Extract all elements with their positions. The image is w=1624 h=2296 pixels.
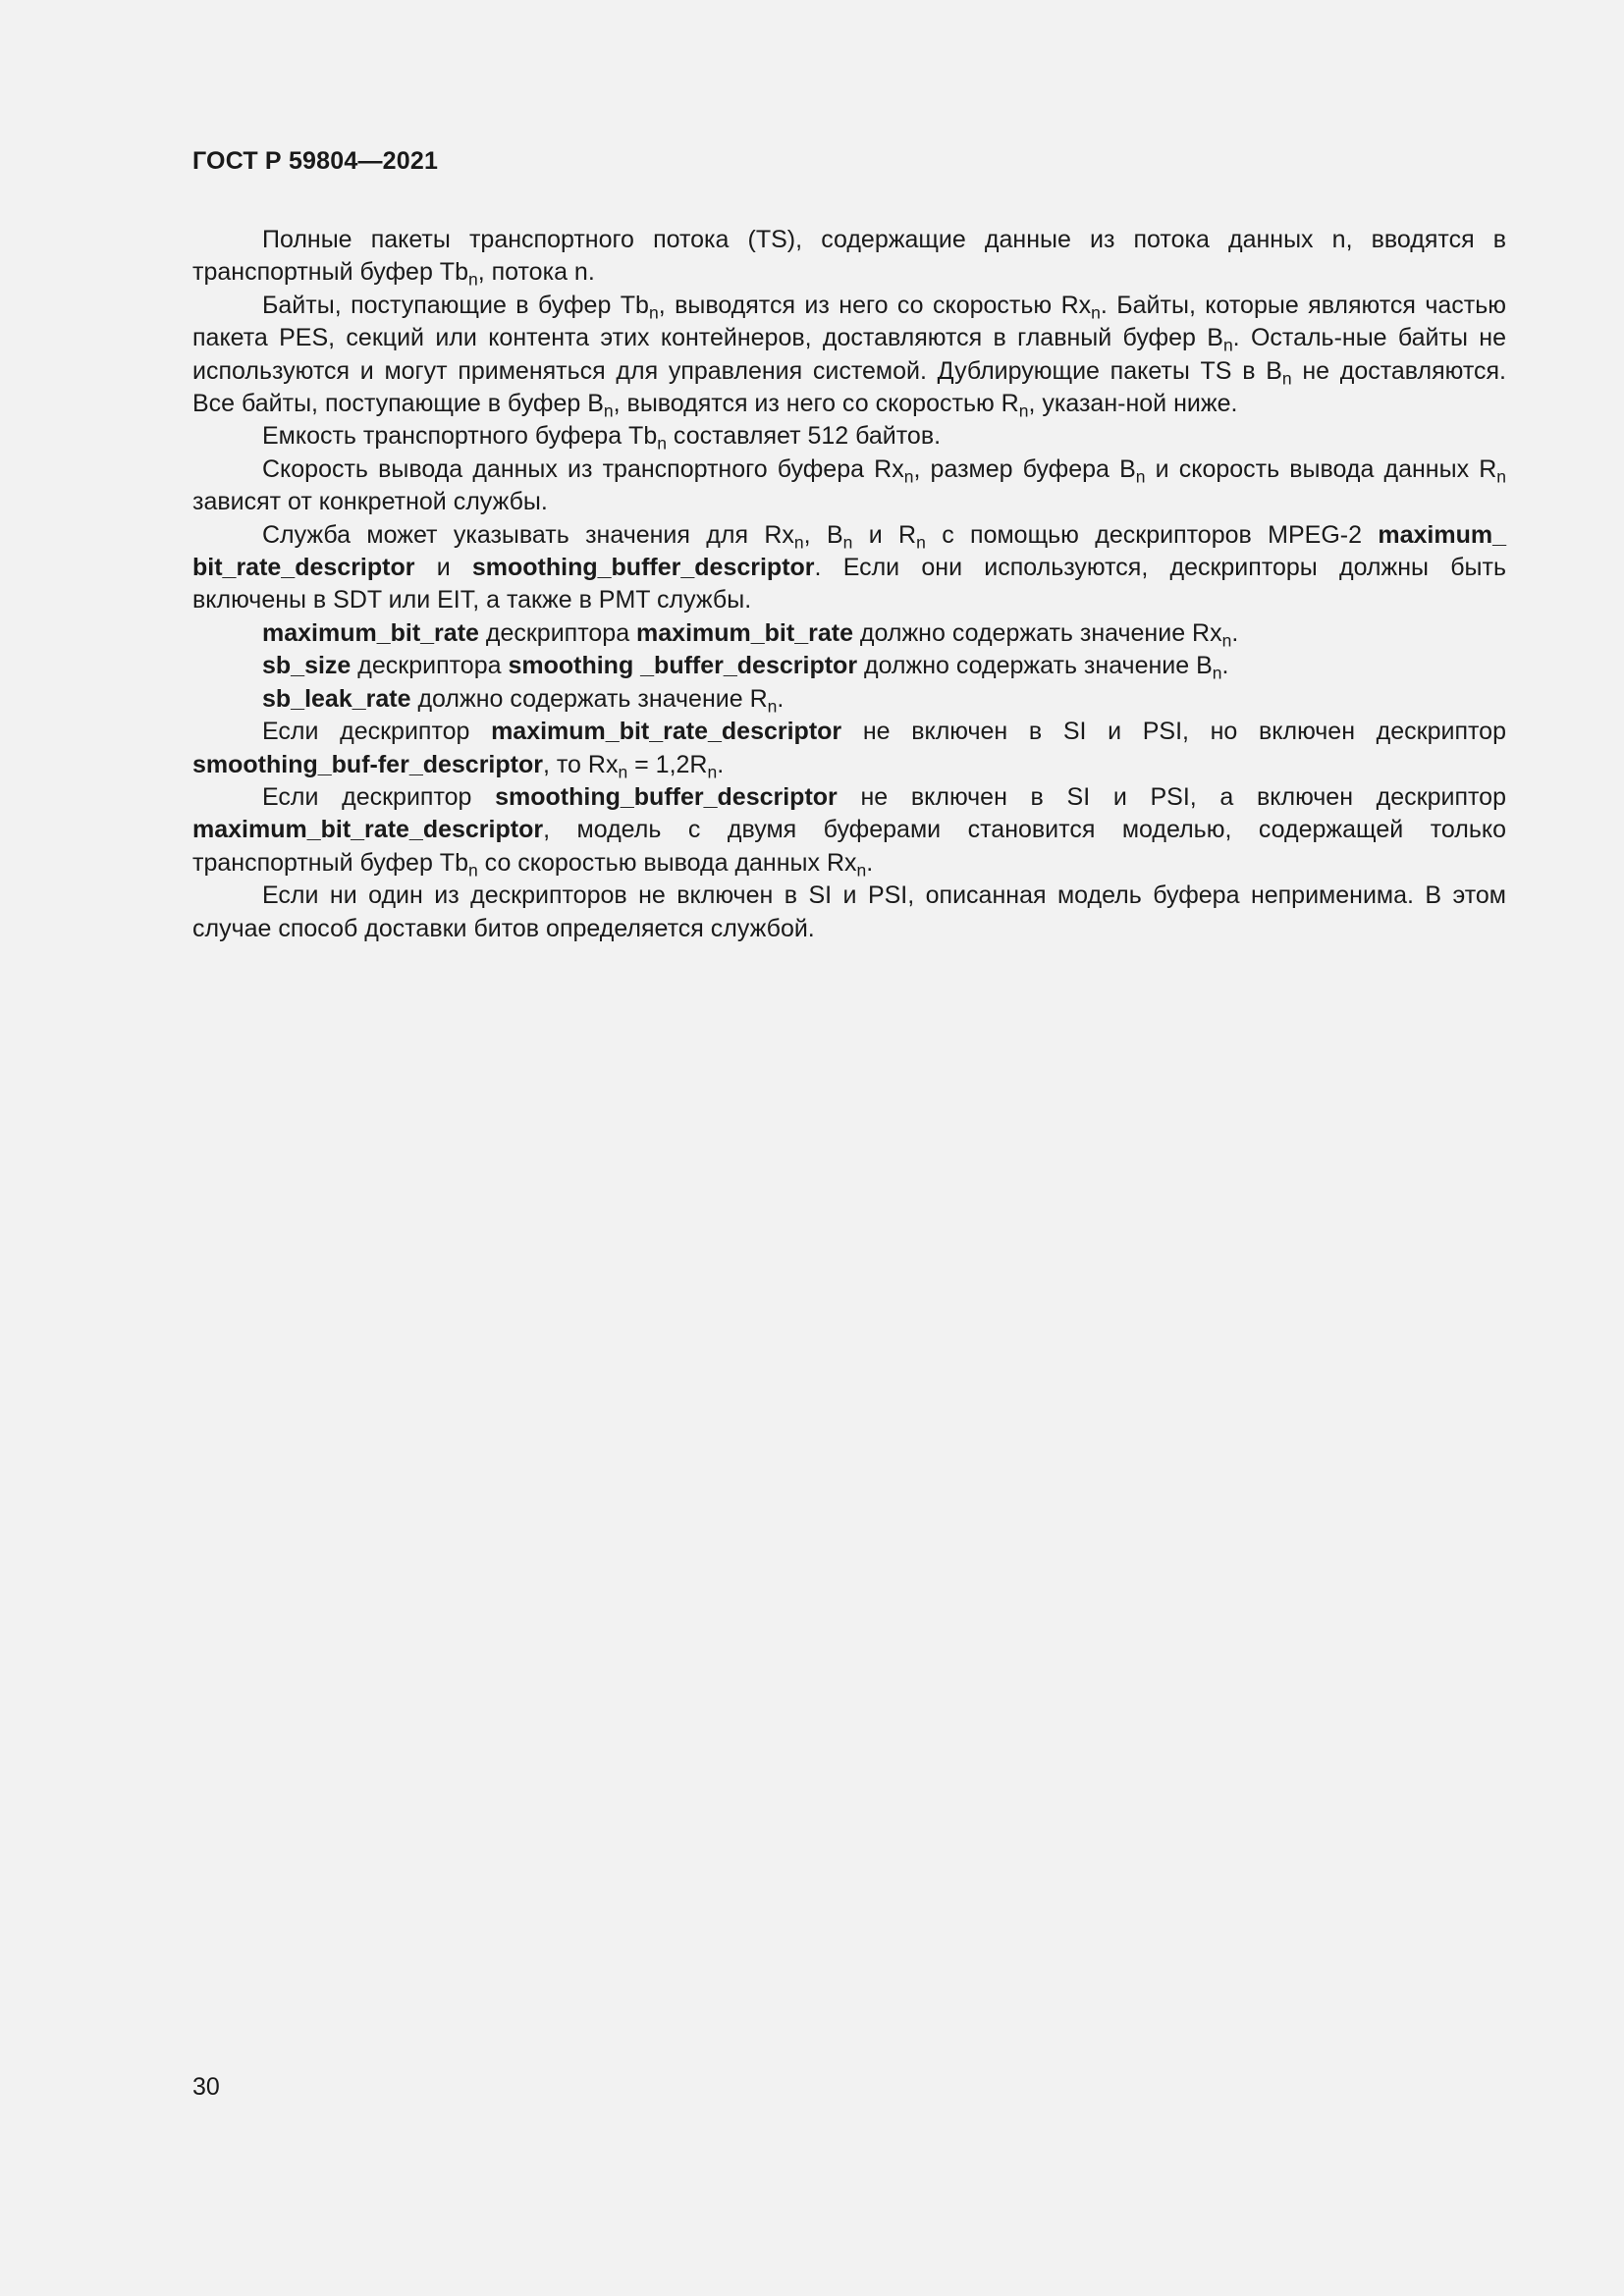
paragraph-2: Байты, поступающие в буфер $Tb_n$, выводятся из него со скоростью $Rx_n$. Байты, которые являются частью пакета PES, секций или контента этих контейнеров, доставляются в главный буфер $B_n$. Осталь-ные байты не используются и могут применяться для управления системой. Дублирующие пакеты TS в $B_n$ не доставляются. Все байты, поступающие в буфер $B_n$, выводятся из него со скоростью $R_n$, указан-ной ниже. [192,291,1507,421]
page-number: 30 [192,2073,220,2101]
standard-header: ГОСТ Р 59804—2021 [192,147,439,175]
paragraph-7: sb_size дескриптора smoothing _buffer_descriptor должно содержать значение $B_n$. [262,652,1229,683]
body-text [192,224,1506,945]
paragraph-10: Если дескриптор smoothing_buffer_descriptor не включен в SI и PSI, а включен дескриптор maximum_bit_rate_descriptor, модель с двумя буферами становится моделью, содержащей только транспортный буфер $Tb_n$ со скоростью вывода данных $Rx_n$. [192,782,1506,880]
paragraph-5: Служба может указывать значения для $Rx_n$, $B_n$ и $R_n$ с помощью дескрипторов MPEG-2 maximum_ bit_rate_descriptor и smoothing_buffer_descriptor. Если они используются, дескрипторы должны быть включены в SDT или EIT, а также в PMT службы. [192,520,1506,614]
paragraph-1: Полные пакеты транспортного потока (TS), содержащие данные из потока данных n, вводятся в транспортный буфер $Tb_n$, потока n. [192,226,1506,290]
paragraph-3: Емкость транспортного буфера $Tb_n$ составляет 512 байтов. [262,422,942,454]
paragraph-8: sb_leak_rate должно содержать значение $R_n$. [262,684,785,716]
paragraph-4: Скорость вывода данных из транспортного буфера $Rx_n$, размер буфера $B_n$ и скорость вывода данных $R_n$ зависят от конкретной службы. [192,454,1507,516]
paragraph-11: Если ни один из дескрипторов не включен в SI и PSI, описанная модель буфера неприменима. В этом случае способ доставки битов определяется службой. [192,881,1506,942]
paragraph-9: Если дескриптор maximum_bit_rate_descriptor не включен в SI и PSI, но включен дескриптор smoothing_buf-fer_descriptor, то $Rx_n = 1,2R_n$. [192,718,1506,781]
paragraph-6: maximum_bit_rate дескриптора maximum_bit_rate должно содержать значение $Rx_n$. [262,618,1239,651]
